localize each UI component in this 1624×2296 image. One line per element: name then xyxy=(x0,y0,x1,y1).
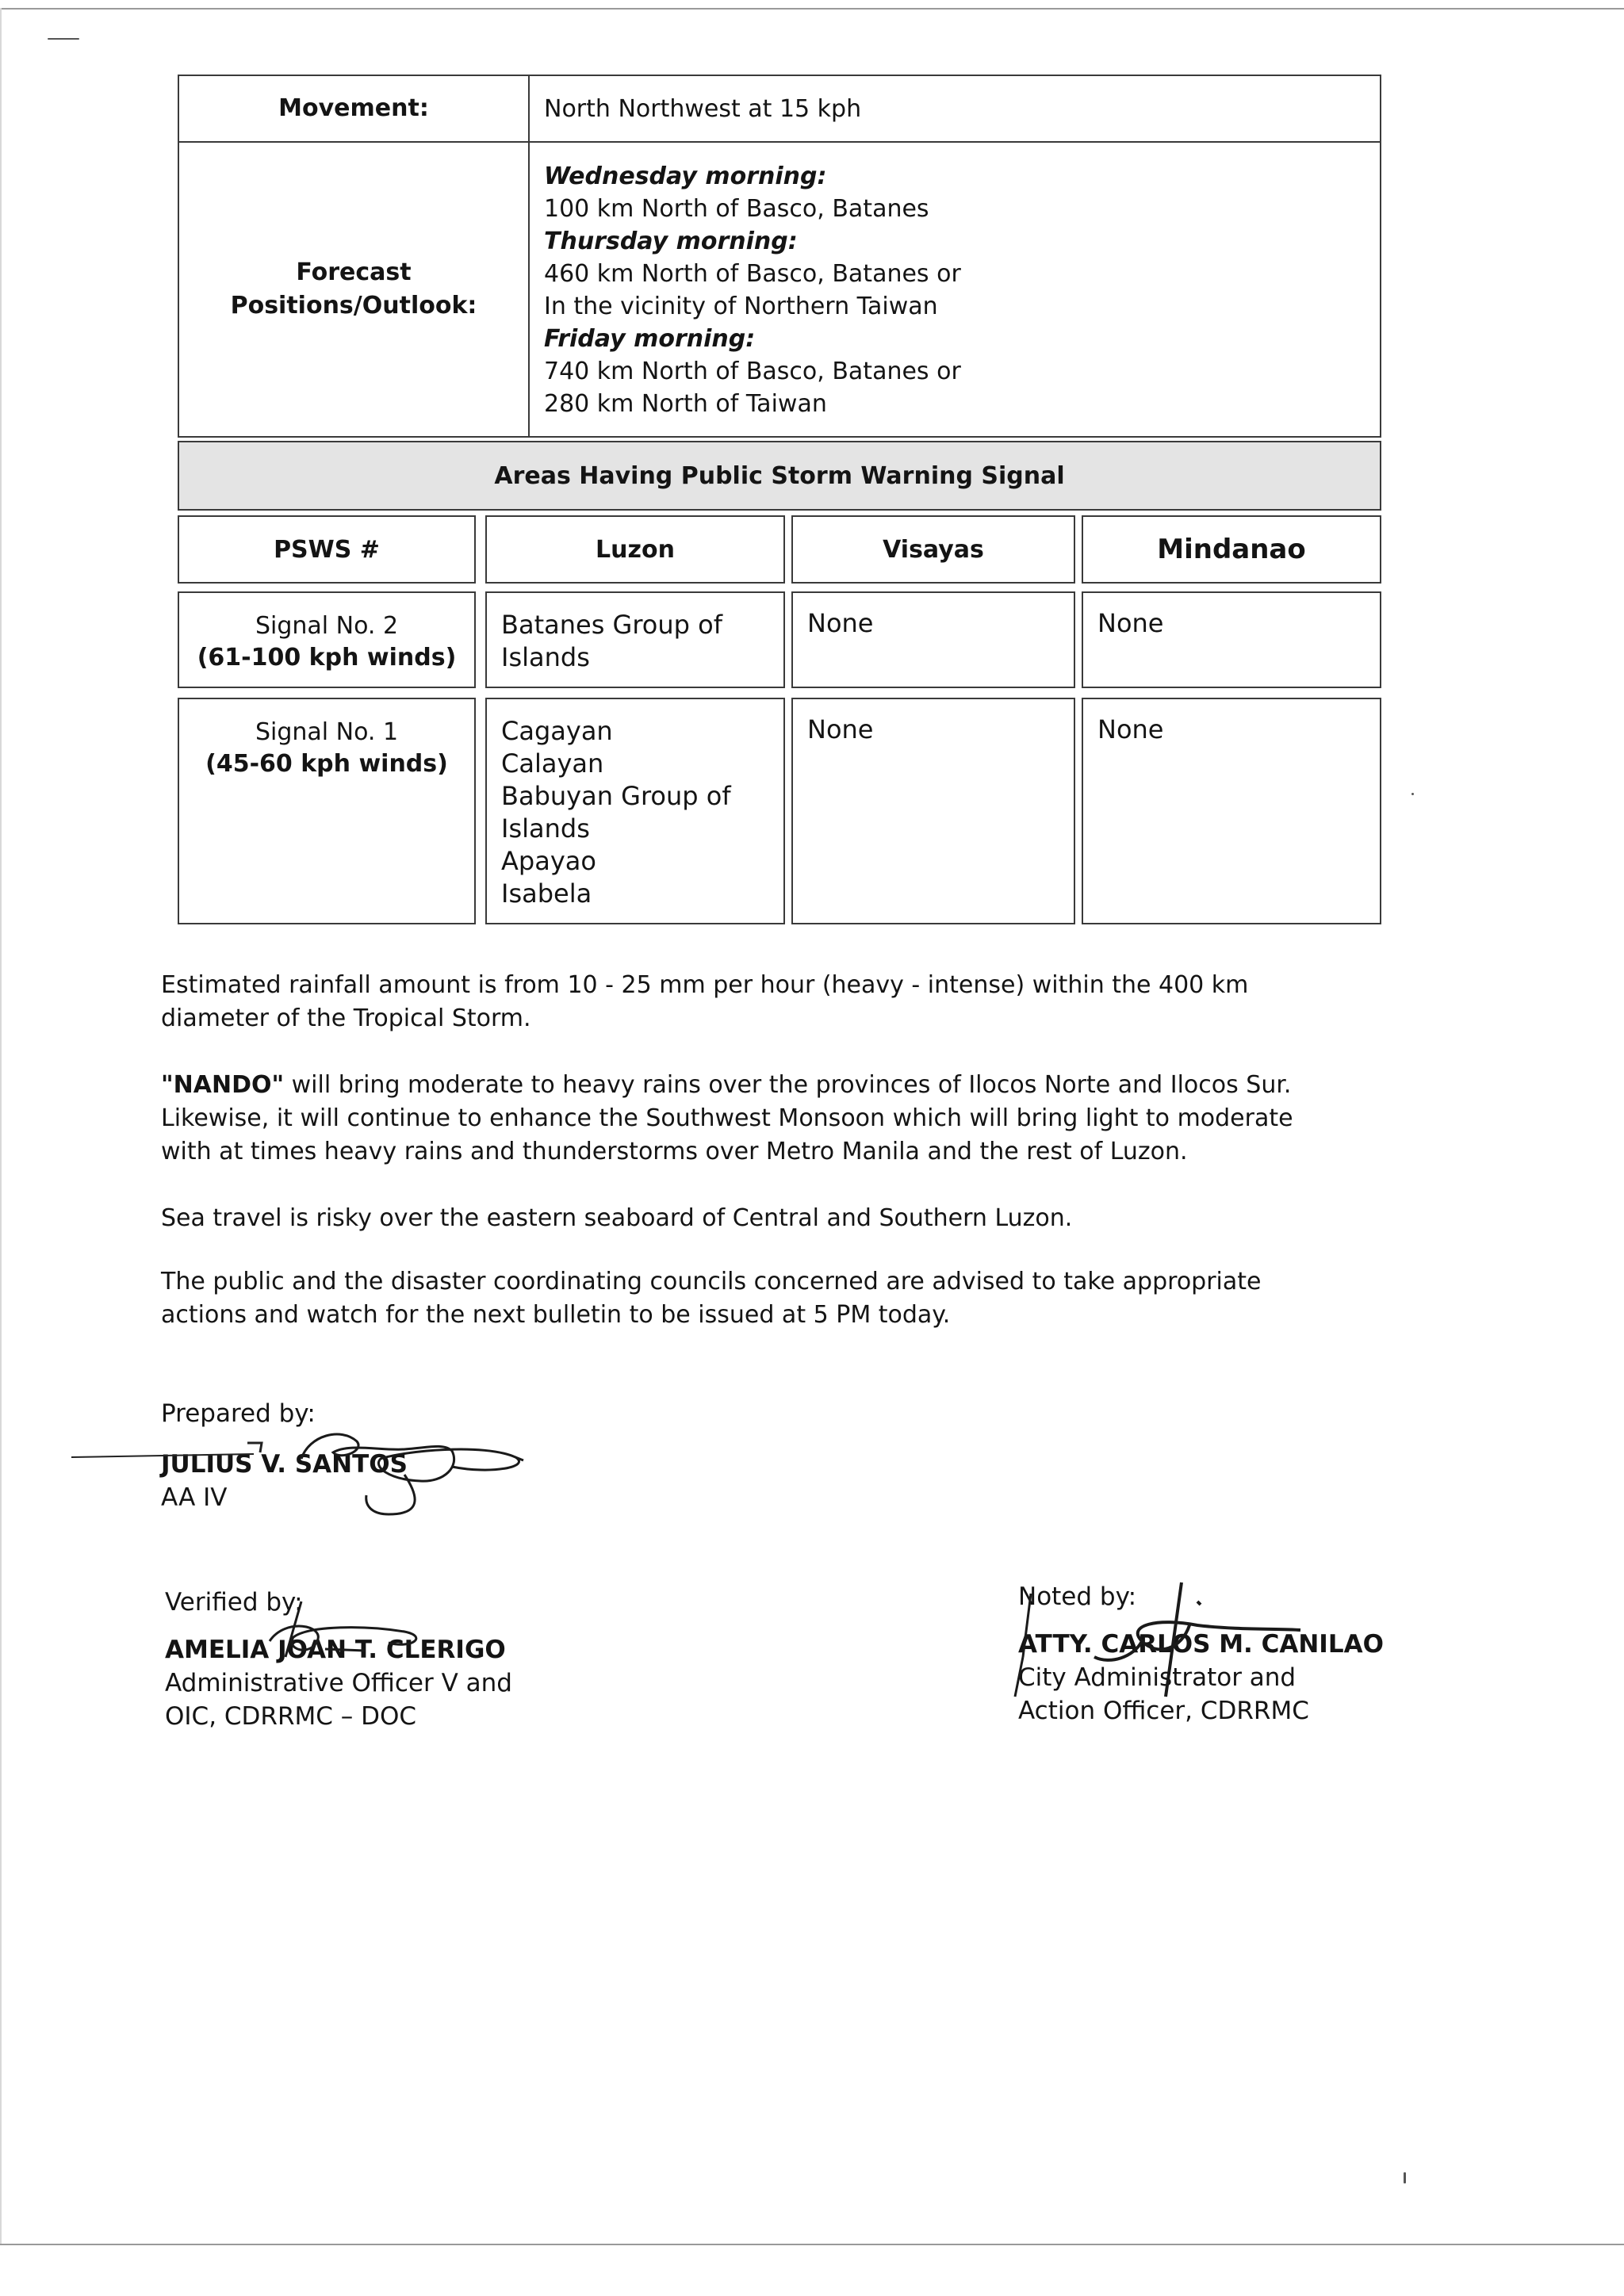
signature-canilao xyxy=(999,1578,1332,1712)
list-item: Batanes Group of xyxy=(501,610,722,640)
rainfall-paragraph xyxy=(161,969,1398,1035)
movement-value-cell xyxy=(528,75,1381,143)
nando-paragraph xyxy=(161,1069,1398,1169)
noted-by-label: Noted by: xyxy=(1018,1582,1137,1611)
header-mindanao: Mindanao xyxy=(1157,534,1306,565)
table-row-signal-2-psws xyxy=(178,591,476,688)
signature-santos xyxy=(71,1419,547,1538)
list-item: Apayao xyxy=(501,846,596,876)
luzon-area-list xyxy=(487,593,783,674)
table-row-signal-2-mindanao xyxy=(1082,591,1381,688)
page-edge-top xyxy=(0,8,1624,10)
mindanao-area-list xyxy=(1083,699,1380,746)
signal-name: Signal No. 2 xyxy=(255,612,399,640)
scan-speck xyxy=(1411,793,1414,795)
list-item: None xyxy=(807,714,874,744)
movement-value: North Northwest at 15 kph xyxy=(544,94,862,123)
verified-by-title: Administrative Officer V and xyxy=(165,1669,512,1697)
scan-speck xyxy=(48,38,79,40)
noted-by-name: ATTY. CARLOS M. CANILAO xyxy=(1018,1630,1384,1659)
prepared-by-name: JULIUS V. SANTOS xyxy=(161,1450,408,1479)
forecast-line: 100 km North of Basco, Batanes xyxy=(544,195,929,223)
list-item: Isabela xyxy=(501,878,592,909)
mindanao-area-list xyxy=(1083,593,1380,640)
noted-by-title: City Administrator and xyxy=(1018,1663,1297,1692)
header-visayas: Visayas xyxy=(883,535,984,564)
table-row-signal-1-luzon xyxy=(485,698,785,924)
forecast-line: 280 km North of Taiwan xyxy=(544,390,827,418)
sea-travel-text: Sea travel is risky over the eastern seaboard of Central and Southern Luzon. xyxy=(161,1204,1073,1232)
forecast-day-thursday: Thursday morning: xyxy=(544,228,798,255)
header-visayas-cell xyxy=(791,515,1075,584)
forecast-line: 740 km North of Basco, Batanes or xyxy=(544,358,961,385)
forecast-day-wednesday: Wednesday morning: xyxy=(544,163,827,190)
forecast-label-line1: Forecast xyxy=(296,258,412,286)
advice-paragraph xyxy=(161,1265,1398,1332)
list-item: Islands xyxy=(501,642,590,672)
rainfall-line: diameter of the Tropical Storm. xyxy=(161,1004,531,1032)
forecast-value-cell xyxy=(528,141,1381,438)
signal-table-title-cell xyxy=(178,441,1381,511)
movement-label-cell xyxy=(178,75,530,143)
visayas-area-list xyxy=(793,593,1074,640)
luzon-area-list xyxy=(487,699,783,910)
movement-label: Movement: xyxy=(278,94,429,122)
advice-line: actions and watch for the next bulletin to be issued at 5 PM today. xyxy=(161,1301,951,1329)
list-item: Islands xyxy=(501,813,590,844)
table-row-signal-2-visayas xyxy=(791,591,1075,688)
forecast-line: In the vicinity of Northern Taiwan xyxy=(544,293,938,320)
noted-by-title: Action Officer, CDRRMC xyxy=(1018,1697,1309,1725)
header-luzon-cell xyxy=(485,515,785,584)
table-row-signal-1-mindanao xyxy=(1082,698,1381,924)
storm-name: "NANDO" xyxy=(161,1071,285,1099)
signature-clerigo xyxy=(238,1594,444,1689)
forecast-line: 460 km North of Basco, Batanes or xyxy=(544,260,961,288)
header-luzon: Luzon xyxy=(596,535,675,564)
visayas-area-list xyxy=(793,699,1074,746)
list-item: Cagayan xyxy=(501,716,613,746)
list-item: None xyxy=(807,608,874,638)
list-item: Calayan xyxy=(501,748,604,779)
header-psws: PSWS # xyxy=(274,535,380,564)
table-row-signal-1-visayas xyxy=(791,698,1075,924)
forecast-label-cell xyxy=(178,141,530,438)
list-item: None xyxy=(1097,714,1164,744)
list-item: Babuyan Group of xyxy=(501,781,731,811)
sea-travel-paragraph xyxy=(161,1202,1398,1235)
nando-line: will bring moderate to heavy rains over the provinces of Ilocos Norte and Ilocos Sur. xyxy=(284,1071,1292,1099)
table-row-signal-1-psws xyxy=(178,698,476,924)
forecast-day-friday: Friday morning: xyxy=(544,325,756,353)
prepared-by-label: Prepared by: xyxy=(161,1399,316,1428)
table-row-signal-2-luzon xyxy=(485,591,785,688)
scan-speck xyxy=(1404,2172,1406,2183)
advice-line: The public and the disaster coordinating councils concerned are advised to take appropriate xyxy=(161,1268,1262,1295)
signal-winds: (61-100 kph winds) xyxy=(197,644,457,672)
header-mindanao-cell xyxy=(1082,515,1381,584)
nando-line: Likewise, it will continue to enhance the Southwest Monsoon which will bring light to moderate xyxy=(161,1104,1293,1132)
forecast-list xyxy=(530,160,1380,420)
page-edge-left xyxy=(0,8,2,2244)
forecast-label-line2: Positions/Outlook: xyxy=(230,292,477,320)
header-psws-cell xyxy=(178,515,476,584)
nando-line: with at times heavy rains and thunderstorms over Metro Manila and the rest of Luzon. xyxy=(161,1138,1188,1165)
verified-by-label: Verified by: xyxy=(165,1588,303,1617)
rainfall-line: Estimated rainfall amount is from 10 - 25 mm per hour (heavy - intense) within the 400 km xyxy=(161,971,1249,999)
list-item: None xyxy=(1097,608,1164,638)
page-edge-bottom xyxy=(0,2244,1624,2245)
verified-by-title: OIC, CDRRMC – DOC xyxy=(165,1702,417,1731)
verified-by-name: AMELIA JOAN T. CLERIGO xyxy=(165,1636,506,1664)
prepared-by-title: AA IV xyxy=(161,1483,228,1512)
signal-name: Signal No. 1 xyxy=(255,718,399,746)
signal-table-title: Areas Having Public Storm Warning Signal xyxy=(494,461,1065,490)
signal-winds: (45-60 kph winds) xyxy=(205,750,448,778)
